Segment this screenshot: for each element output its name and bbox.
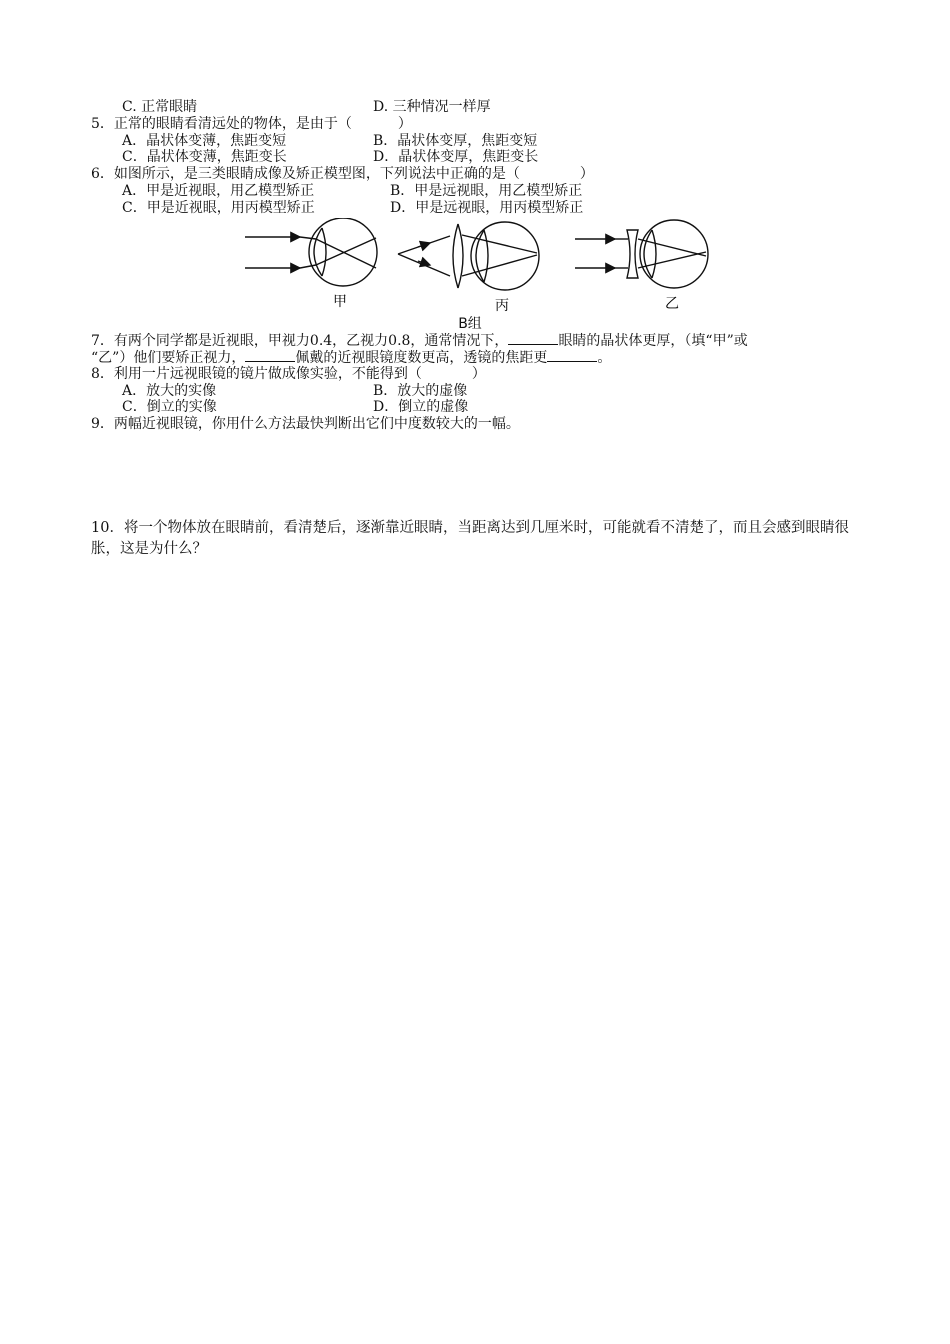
q6-stem-text: 6．如图所示，是三类眼睛成像及矫正模型图，下列说法中正确的是（ [91,166,520,182]
q5-option-c: C．晶状体变薄，焦距变长 [122,149,287,165]
figure-caption: B组 [458,316,482,332]
q8-stem-close: ） [471,366,486,382]
q8-option-d: D．倒立的虚像 [373,399,469,415]
q7-line2 [91,349,611,366]
q6-stem-close: ） [579,166,594,182]
q5-stem-close: ） [397,116,412,132]
eye-model-jia [245,218,377,286]
q7-text-2: 眼睛的晶状体更厚，（填“甲”或 [558,333,748,349]
q9-stem: 9．两幅近视眼镜，你用什么方法最快判断出它们中度数较大的一幅。 [91,416,520,432]
q8-option-a: A．放大的实像 [122,383,217,399]
q6-option-b: B．甲是远视眼，用乙模型矫正 [390,183,583,199]
q7-text-5: 。 [597,350,612,366]
q7-text-4: 佩戴的近视眼镜度数更高，透镜的焦距更 [295,350,548,366]
q5-stem [91,116,412,132]
q10-stem: 10．将一个物体放在眼睛前，看清楚后，逐渐靠近眼睛，当距离达到几厘米时，可能就看不清楚了，而且会感到眼睛很胀，这是为什么？ [91,520,849,557]
eye-models-figure [240,218,720,318]
q8-option-c: C．倒立的实像 [122,399,217,415]
q8-option-b: B．放大的虚像 [373,383,468,399]
q7-blank-1 [508,332,558,345]
q4-option-c: C. 正常眼睛 [122,99,198,115]
label-jia: 甲 [333,294,347,310]
label-yi: 乙 [665,296,679,312]
q8-stem [91,366,486,382]
q4-option-d: D. 三种情况一样厚 [373,99,491,115]
q6-option-d: D．甲是远视眼，用丙模型矫正 [390,200,584,216]
q6-option-c: C．甲是近视眼，用丙模型矫正 [122,200,315,216]
q5-stem-text: 5．正常的眼睛看清远处的物体，是由于（ [91,116,352,132]
q6-stem [91,166,594,182]
q7-text-1: 7．有两个同学都是近视眼，甲视力0.4，乙视力0.8，通常情况下， [91,333,509,349]
q7-blank-2 [245,349,295,362]
eye-model-bing [398,222,539,290]
q5-option-a: A．晶状体变薄，焦距变短 [122,133,287,149]
label-bing: 丙 [495,298,509,314]
eye-model-yi [575,220,708,288]
q7-text-3: “乙”）他们要矫正视力， [91,350,246,366]
q8-stem-text: 8．利用一片远视眼镜的镜片做成像实验，不能得到（ [91,366,422,382]
q7-blank-3 [547,349,597,362]
q7-line1 [91,332,748,349]
q5-option-d: D．晶状体变厚，焦距变长 [373,149,539,165]
q5-option-b: B．晶状体变厚，焦距变短 [373,133,538,149]
q6-option-a: A．甲是近视眼，用乙模型矫正 [122,183,315,199]
